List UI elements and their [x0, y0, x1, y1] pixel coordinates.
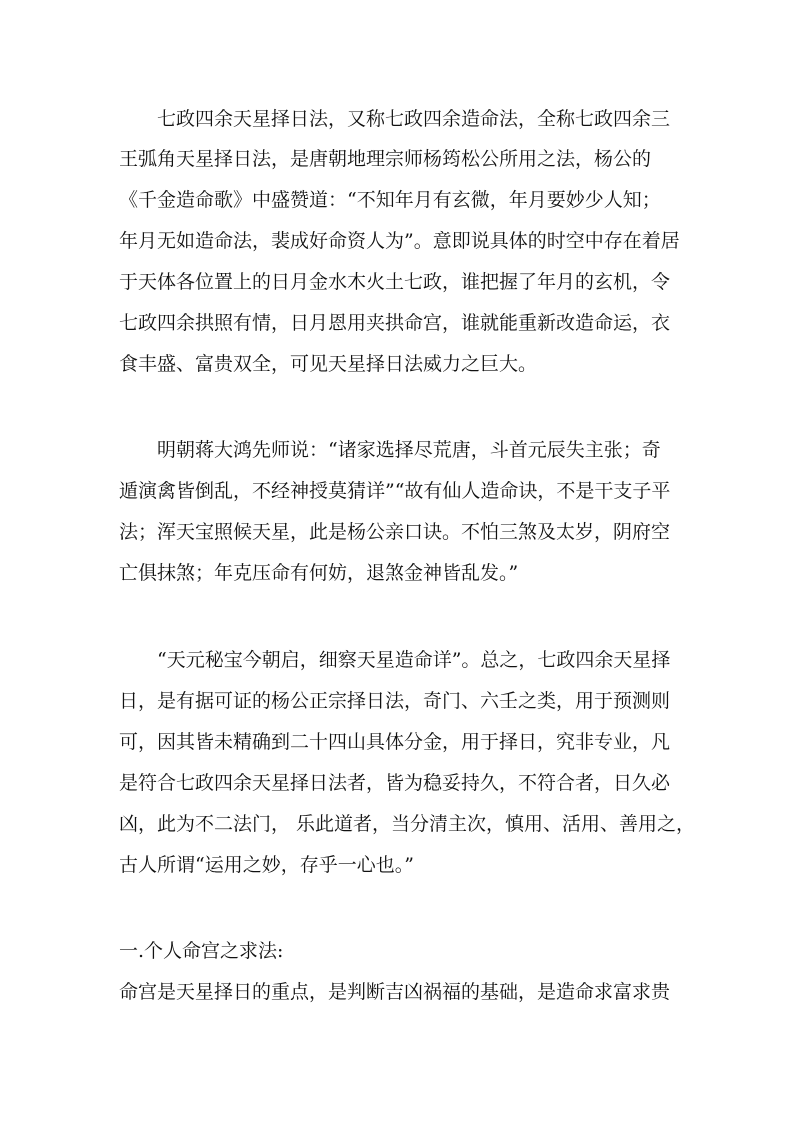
- paragraph-1-line-3: 《千金造命歌》中盛赞道：“不知年月有玄微，年月要妙少人知；: [119, 189, 661, 211]
- paragraph-3-line-5: 凶，此为不二法门， 乐此道者，当分清主次，慎用、活用、善用之，: [119, 813, 696, 835]
- paragraph-1-line-2: 王弧角天星择日法，是唐朝地理宗师杨筠松公所用之法，杨公的: [119, 148, 652, 170]
- paragraph-2-line-4: 亡俱抹煞；年克压命有何妨，退煞金神皆乱发。”: [119, 562, 519, 584]
- paragraph-3-line-6: 古人所谓“运用之妙，存乎一心也。”: [119, 854, 414, 876]
- paragraph-3-line-3: 可，因其皆未精确到二十四山具体分金，用于择日，究非专业，凡: [119, 731, 671, 753]
- paragraph-3-line-2: 日，是有据可证的杨公正宗择日法，奇门、六壬之类，用于预测则: [119, 690, 671, 712]
- paragraph-3-line-1: “天元秘宝今朝启，细察天星造命详”。总之，七政四余天星择: [157, 649, 671, 671]
- paragraph-1-line-6: 七政四余拱照有情，日月恩用夹拱命宫，谁就能重新改造命运，衣: [119, 312, 671, 334]
- paragraph-2-line-1: 明朝蒋大鸿先师说：“诸家选择尽荒唐，斗首元辰失主张；奇: [157, 439, 661, 461]
- paragraph-1-line-5: 于天体各位置上的日月金水木火土七政，谁把握了年月的玄机，令: [119, 271, 671, 293]
- section-heading: 一.个人命宫之求法:: [119, 940, 284, 962]
- section-first-line: 命宫是天星择日的重点，是判断吉凶祸福的基础，是造命求富求贵: [119, 981, 671, 1003]
- paragraph-3-line-4: 是符合七政四余天星择日法者，皆为稳妥持久，不符合者，日久必: [119, 772, 671, 794]
- paragraph-1-line-1: 七政四余天星择日法，又称七政四余造命法，全称七政四余三: [157, 108, 671, 130]
- paragraph-2-line-3: 法；浑天宝照候天星，此是杨公亲口诀。不怕三煞及太岁，阴府空: [119, 521, 671, 543]
- paragraph-1-line-4: 年月无如造命法，裴成好命资人为”。意即说具体的时空中存在着居: [119, 230, 680, 252]
- paragraph-1-line-7: 食丰盛、富贵双全，可见天星择日法威力之巨大。: [119, 353, 538, 375]
- paragraph-2-line-2: 遁演禽皆倒乱，不经神授莫猜详”“故有仙人造命诀，不是干支子平: [119, 480, 671, 502]
